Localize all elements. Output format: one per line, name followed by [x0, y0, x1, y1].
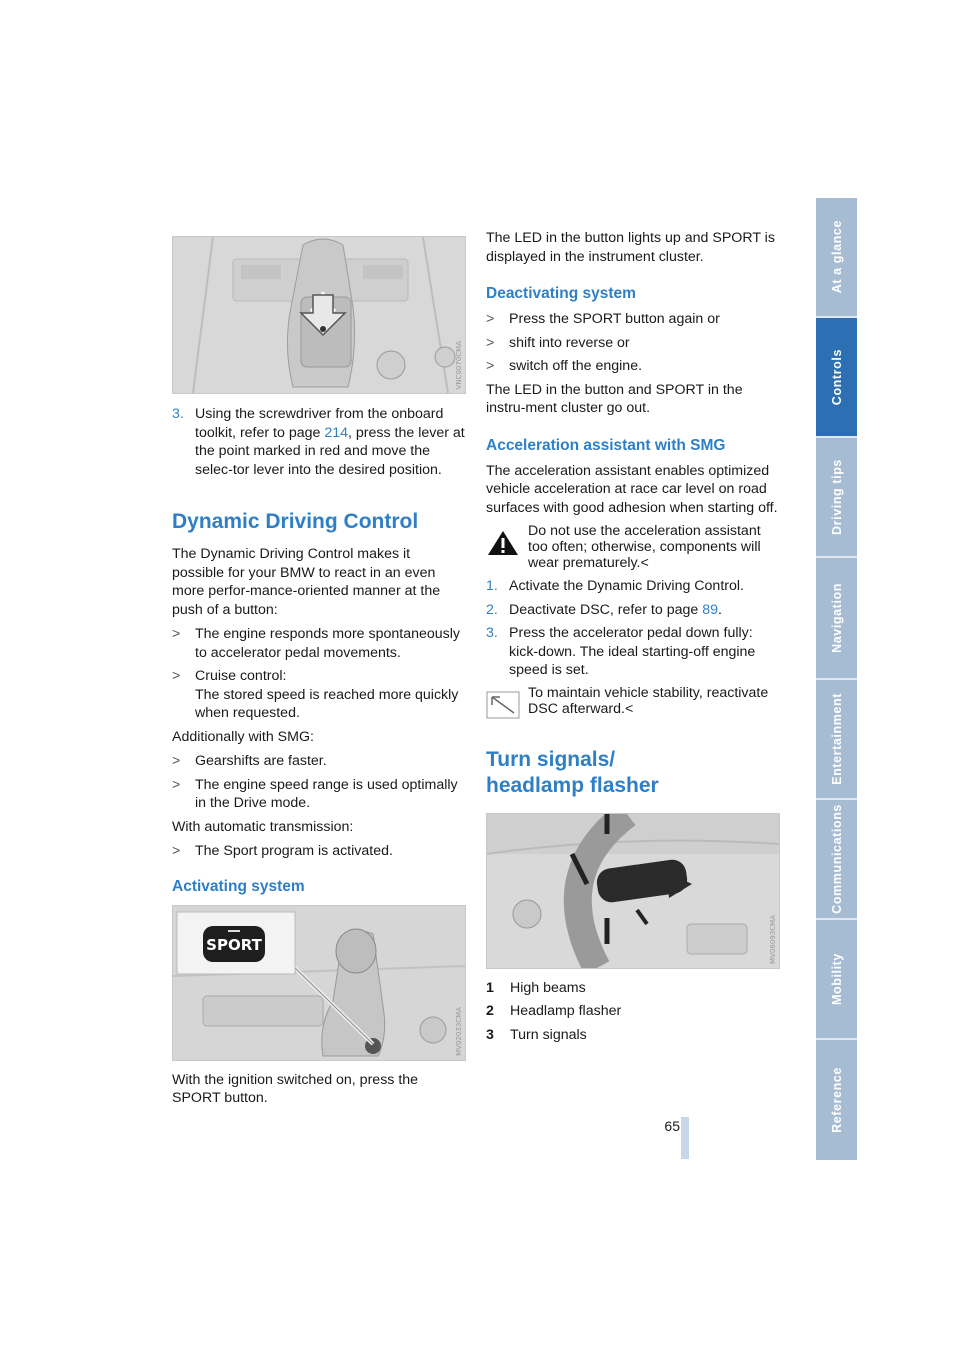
step-text: Activate the Dynamic Driving Control.: [509, 578, 744, 594]
bullet-marker: >: [172, 843, 181, 859]
page-number-bar: [681, 1117, 689, 1159]
smg-label: Additionally with SMG:: [172, 728, 314, 745]
bullet-marker: >: [172, 776, 181, 793]
warning-icon: [486, 529, 520, 557]
list-item: [486, 357, 782, 376]
bullet-marker: >: [486, 358, 495, 374]
tab-navigation[interactable]: Navigation: [816, 558, 857, 678]
led-text: The LED in the button lights up and SPORT is displayed in the instrument cluster.: [486, 230, 775, 265]
selector-lever-illustration: [173, 237, 465, 393]
acceleration-heading: Acceleration assistant with SMG: [486, 436, 726, 454]
step-1: [486, 577, 782, 596]
step-number: 3.: [172, 406, 184, 422]
heading-line: headlamp flasher: [486, 773, 659, 797]
info-note: [486, 685, 782, 719]
step-text: .: [717, 601, 722, 618]
legend-number: 3: [486, 1026, 494, 1043]
turn-signal-illustration: [487, 814, 779, 968]
list-item: [486, 334, 782, 353]
deactivating-heading: Deactivating system: [486, 285, 636, 302]
ddc-intro: The Dynamic Driving Control makes it possible for your BMW to react in an even more perfor-mance-oriented manner at the push of a button:: [172, 546, 441, 618]
step-number: 2.: [486, 601, 498, 618]
tab-at-a-glance[interactable]: At a glance: [816, 198, 857, 316]
step-3: [172, 405, 466, 479]
step-text: Press the accelerator pedal down fully: kick-down. The ideal starting-off engine speed is set.: [509, 625, 756, 678]
list-item: [172, 752, 466, 771]
list-item: [172, 667, 466, 723]
step-number: 3.: [486, 625, 498, 641]
list-item-text: The Sport program is activated.: [195, 843, 393, 859]
right-column: [486, 229, 782, 1049]
note-icon: [486, 691, 520, 719]
page-number: 65: [664, 1118, 680, 1134]
list-item-text: Press the SPORT button again or: [509, 311, 720, 327]
legend-text: Headlamp flasher: [510, 1003, 622, 1019]
activating-text: With the ignition switched on, press the SPORT button.: [172, 1071, 419, 1106]
activating-heading: Activating system: [172, 877, 305, 895]
legend-item: [486, 1026, 782, 1045]
tab-driving-tips[interactable]: Driving tips: [816, 438, 857, 556]
list-item-text: switch off the engine.: [509, 358, 643, 374]
legend-item: [486, 979, 782, 998]
sport-button-label: SPORT: [206, 935, 262, 954]
list-item-text: The engine speed range is used optimally in the Drive mode.: [195, 776, 458, 811]
step-text: Using the screwdriver from the onboard toolkit, refer to page: [195, 406, 444, 441]
chapter-sidebar: [816, 198, 857, 1160]
step-text: Deactivate DSC, refer to page: [509, 601, 703, 618]
warning-note: [486, 523, 782, 571]
legend: [486, 979, 782, 1045]
deactivating-text: The LED in the button and SPORT in the instru-ment cluster go out.: [486, 381, 743, 416]
end-mark: <: [624, 700, 634, 717]
step-2: [486, 601, 782, 620]
bullet-marker: >: [486, 334, 495, 351]
end-mark: <: [640, 555, 649, 571]
left-column: [172, 236, 466, 1114]
list-item: [172, 625, 466, 662]
step-3: [486, 624, 782, 680]
list-item: [172, 842, 466, 861]
bullet-marker: >: [172, 668, 181, 684]
list-item-text: Gearshifts are faster.: [195, 753, 327, 769]
heading-line: Turn signals/: [486, 747, 616, 771]
tab-controls[interactable]: Controls: [816, 318, 857, 436]
legend-item: [486, 1002, 782, 1021]
tab-entertainment[interactable]: Entertainment: [816, 680, 857, 798]
tab-mobility[interactable]: Mobility: [816, 920, 857, 1038]
turn-signal-figure: [486, 813, 780, 969]
page-link-89[interactable]: 89: [702, 601, 718, 618]
figure-code: MV02033CMA: [455, 1006, 463, 1056]
bullet-marker: >: [486, 311, 495, 327]
bullet-marker: >: [172, 753, 181, 769]
sport-button-illustration: [173, 906, 465, 1060]
list-item-text: shift into reverse or: [509, 334, 630, 351]
step-number: 1.: [486, 578, 498, 594]
list-item: [172, 776, 466, 813]
page-link-214[interactable]: 214: [324, 424, 349, 441]
note-text: To maintain vehicle stability, reactivate DSC afterward.: [528, 684, 769, 717]
tab-communications[interactable]: Communications: [816, 800, 857, 918]
figure-code: MV06093CMA: [769, 914, 777, 964]
tab-reference[interactable]: Reference: [816, 1040, 857, 1160]
legend-text: High beams: [510, 979, 586, 996]
list-item: [486, 310, 782, 329]
list-item-text: The engine responds more spontaneously to accelerator pedal movements.: [195, 626, 461, 661]
acceleration-text: The acceleration assistant enables optimized vehicle acceleration at race car level on road surfaces with good adhesion when starting off.: [486, 462, 778, 516]
turn-signals-heading: [486, 747, 782, 799]
list-item-text: Cruise control:: [195, 668, 287, 684]
warning-text: Do not use the acceleration assistant too often; otherwise, components will wear prematurely.: [528, 523, 761, 571]
auto-label: With automatic transmission:: [172, 818, 354, 835]
sport-button-figure: [172, 905, 466, 1061]
step-text: , press the lever at the point marked in red and move the selec-tor lever into the desired position.: [195, 424, 465, 478]
legend-text: Turn signals: [510, 1026, 587, 1043]
ddc-heading: Dynamic Driving Control: [172, 510, 419, 533]
legend-number: 1: [486, 979, 494, 996]
legend-number: 2: [486, 1003, 494, 1019]
bullet-marker: >: [172, 626, 181, 642]
selector-lever-figure: [172, 236, 466, 394]
figure-code: VNC0070CMA: [455, 340, 463, 389]
list-item-text: The stored speed is reached more quickly when requested.: [195, 686, 459, 721]
